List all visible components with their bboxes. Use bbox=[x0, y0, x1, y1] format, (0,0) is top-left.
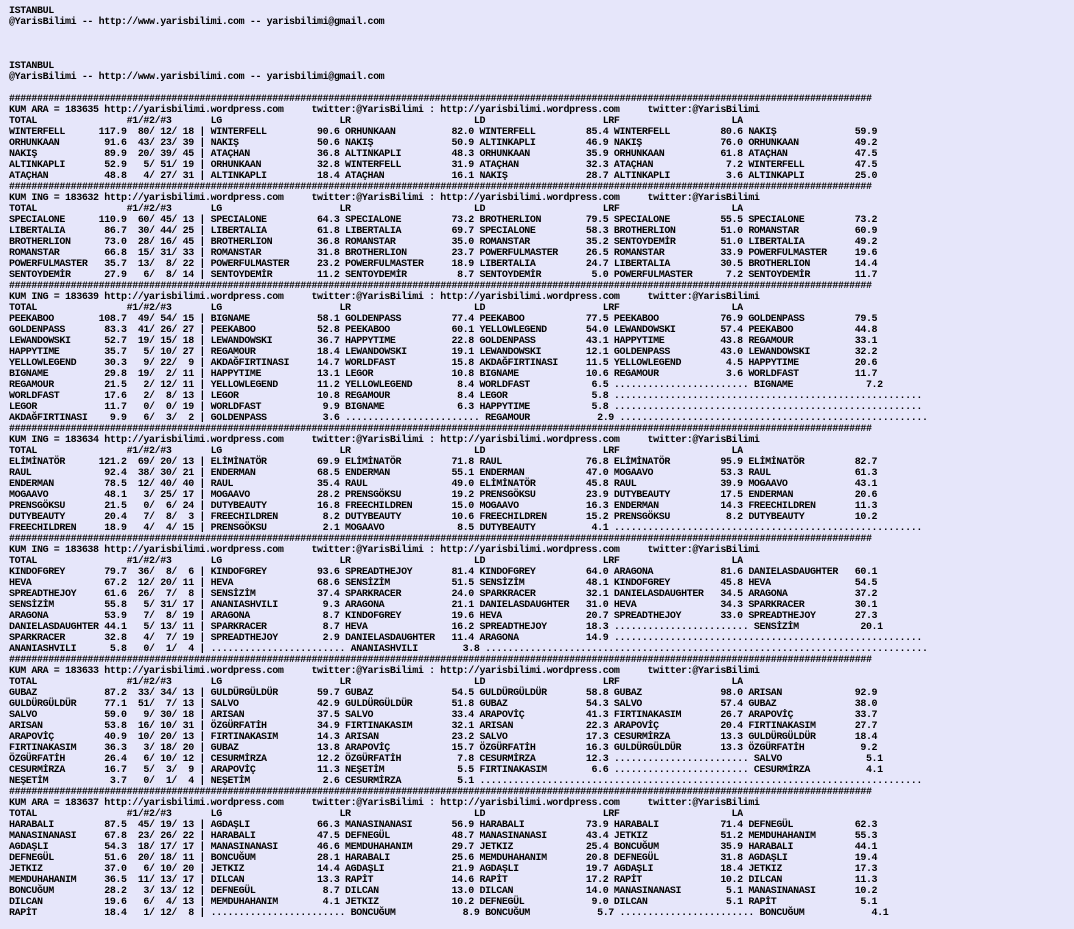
result-row: RAUL 92.4 38/ 30/ 21 | ENDERMAN 68.5 ENDERMAN 55.1 ENDERMAN 47.0 MOGAAVO 53.3 RAUL 61.3 bbox=[9, 468, 878, 479]
result-row: GUBAZ 87.2 33/ 34/ 13 | GULDÜRGÜLDÜR 59.7 GUBAZ 54.5 GULDÜRGÜLDÜR 58.8 GUBAZ 98.0 ARISAN 92.9 bbox=[9, 688, 878, 699]
blank-line bbox=[9, 50, 928, 61]
result-row: POWERFULMASTER 35.7 13/ 8/ 22 | POWERFULMASTER 23.2 POWERFULMASTER 18.9 LIBERTALIA 24.7 LIBERTALIA 30.5 BROTHERLION 14.4 bbox=[9, 259, 878, 270]
text-line: @YarisBilimi -- http://www.yarisbilimi.com -- yarisbilimi@gmail.com bbox=[9, 17, 385, 28]
result-row: WORLDFAST 17.6 2/ 8/ 13 | LEGOR 10.8 REGAMOUR 8.4 LEGOR 5.8 ....................................................... bbox=[9, 391, 922, 402]
result-row: FREECHILDREN 18.9 4/ 4/ 15 | PRENSGÖKSU 2.1 MOGAAVO 8.5 DUTYBEAUTY 4.1 ....................................................... bbox=[9, 523, 922, 534]
result-row: BIGNAME 29.8 19/ 2/ 11 | HAPPYTIME 13.1 LEGOR 10.8 BIGNAME 10.6 REGAMOUR 3.6 WORLDFAST 11.7 bbox=[9, 369, 878, 380]
result-row: DUTYBEAUTY 20.4 7/ 8/ 3 | FREECHILDREN 8.2 DUTYBEAUTY 10.6 FREECHILDREN 15.2 PRENSGÖKSU 8.2 DUTYBEAUTY 10.2 bbox=[9, 512, 878, 523]
result-row: AKDAĞFIRTINASI 9.9 6/ 3/ 2 | GOLDENPASS 3.6 ........................ REGAMOUR 2.9 ....................................................... bbox=[9, 413, 928, 424]
race-header: KUM ING = 183638 http://yarisbilimi.wordpress.com twitter:@YarisBilimi : http://yarisbilimi.wordpress.com twitter:@YarisBilimi bbox=[9, 545, 760, 556]
column-header: TOTAL #1/#2/#3 LG LR LD LRF LA bbox=[9, 303, 743, 314]
result-row: PRENSGÖKSU 21.5 0/ 6/ 24 | DUTYBEAUTY 16.8 FREECHILDREN 15.0 MOGAAVO 16.3 ENDERMAN 14.3 FREECHILDREN 11.3 bbox=[9, 501, 878, 512]
result-row: HAPPYTIME 35.7 5/ 10/ 27 | REGAMOUR 18.4 LEWANDOWSKI 19.1 LEWANDOWSKI 12.1 GOLDENPASS 43.0 LEWANDOWSKI 32.2 bbox=[9, 347, 878, 358]
result-row: SENSİZİM 55.8 5/ 31/ 17 | ANANIASHVILI 9.3 ARAGONA 21.1 DANIELASDAUGHTER 31.0 HEVA 34.3 SPARKRACER 30.1 bbox=[9, 600, 878, 611]
column-header: TOTAL #1/#2/#3 LG LR LD LRF LA bbox=[9, 116, 743, 127]
race-header: KUM ING = 183632 http://yarisbilimi.wordpress.com twitter:@YarisBilimi : http://yarisbilimi.wordpress.com twitter:@YarisBilimi bbox=[9, 193, 760, 204]
result-row: ATAÇHAN 48.8 4/ 27/ 31 | ALTINKAPLI 18.4 ATAÇHAN 16.1 NAKIŞ 28.7 ALTINKAPLI 3.6 ALTINKAPLI 25.0 bbox=[9, 171, 878, 182]
race-header: KUM ARA = 183637 http://yarisbilimi.wordpress.com twitter:@YarisBilimi : http://yarisbilimi.wordpress.com twitter:@YarisBilimi bbox=[9, 798, 760, 809]
result-row: PEEKABOO 108.7 49/ 54/ 15 | BIGNAME 58.1 GOLDENPASS 77.4 PEEKABOO 77.5 PEEKABOO 76.9 GOLDENPASS 79.5 bbox=[9, 314, 878, 325]
result-row: DEFNEGÜL 51.6 20/ 18/ 11 | BONCUĞUM 28.1 HARABALI 25.6 MEMDUHAHANIM 20.8 DEFNEGÜL 31.8 AGDAŞLI 19.4 bbox=[9, 853, 878, 864]
result-row: CESURMİRZA 16.7 5/ 3/ 9 | ARAPOVİÇ 11.3 NEŞETİM 5.5 FIRTINAKASIM 6.6 ........................ CESURMİRZA 4.1 bbox=[9, 765, 883, 776]
result-row: HARABALI 87.5 45/ 19/ 13 | AGDAŞLI 66.3 MANASINANASI 56.9 HARABALI 73.9 HARABALI 71.4 DEFNEGÜL 62.3 bbox=[9, 820, 878, 831]
separator-line: ########################################################################################################################################################## bbox=[9, 281, 872, 292]
result-row: SPREADTHEJOY 61.6 26/ 7/ 8 | SENSİZİM 37.4 SPARKRACER 24.0 SPARKRACER 32.1 DANIELASDAUGHTER 34.5 ARAGONA 37.2 bbox=[9, 589, 878, 600]
result-row: ALTINKAPLI 52.9 5/ 51/ 19 | ORHUNKAAN 32.8 WINTERFELL 31.9 ATAÇHAN 32.3 ATAÇHAN 7.2 WINTERFELL 47.5 bbox=[9, 160, 878, 171]
result-row: ORHUNKAAN 91.6 43/ 23/ 39 | NAKIŞ 50.6 NAKIŞ 50.9 ALTINKAPLI 46.9 NAKIŞ 76.0 ORHUNKAAN 49.2 bbox=[9, 138, 878, 149]
result-row: SPECIALONE 110.9 60/ 45/ 13 | SPECIALONE 64.3 SPECIALONE 73.2 BROTHERLION 79.5 SPECIALONE 55.5 SPECIALONE 73.2 bbox=[9, 215, 878, 226]
result-row: ARAPOVİÇ 40.9 10/ 20/ 13 | FIRTINAKASIM 14.3 ARISAN 23.2 SALVO 17.3 CESURMİRZA 13.3 GULDÜRGÜLDÜR 18.4 bbox=[9, 732, 878, 743]
separator-line: ########################################################################################################################################################## bbox=[9, 424, 872, 435]
result-row: REGAMOUR 21.5 2/ 12/ 11 | YELLOWLEGEND 11.2 YELLOWLEGEND 8.4 WORLDFAST 6.5 ........................ BIGNAME 7.2 bbox=[9, 380, 883, 391]
column-header: TOTAL #1/#2/#3 LG LR LD LRF LA bbox=[9, 556, 743, 567]
result-row: YELLOWLEGEND 30.3 9/ 22/ 9 | AKDAĞFIRTINASI 14.7 WORLDFAST 15.8 AKDAĞFIRTINASI 11.5 YELLOWLEGEND 4.5 HAPPYTIME 20.6 bbox=[9, 358, 878, 369]
column-header: TOTAL #1/#2/#3 LG LR LD LRF LA bbox=[9, 446, 743, 457]
result-row: ARAGONA 53.9 7/ 8/ 19 | ARAGONA 8.7 KINDOFGREY 19.6 HEVA 20.7 SPREADTHEJOY 33.0 SPREADTHEJOY 27.3 bbox=[9, 611, 878, 622]
race-header: KUM ING = 183634 http://yarisbilimi.wordpress.com twitter:@YarisBilimi : http://yarisbilimi.wordpress.com twitter:@YarisBilimi bbox=[9, 435, 760, 446]
result-row: SENTOYDEMİR 27.9 6/ 8/ 14 | SENTOYDEMİR 11.2 SENTOYDEMİR 8.7 SENTOYDEMİR 5.0 POWERFULMASTER 7.2 SENTOYDEMİR 11.7 bbox=[9, 270, 878, 281]
race-header: KUM ING = 183639 http://yarisbilimi.wordpress.com twitter:@YarisBilimi : http://yarisbilimi.wordpress.com twitter:@YarisBilimi bbox=[9, 292, 760, 303]
result-row: BONCUĞUM 28.2 3/ 13/ 12 | DEFNEGÜL 8.7 DILCAN 13.0 DILCAN 14.0 MANASINANASI 5.1 MANASINANASI 10.2 bbox=[9, 886, 878, 897]
result-row: GOLDENPASS 83.3 41/ 26/ 27 | PEEKABOO 52.8 PEEKABOO 60.1 YELLOWLEGEND 54.0 LEWANDOWSKI 57.4 PEEKABOO 44.8 bbox=[9, 325, 878, 336]
result-row: ÖZGÜRFATİH 26.4 6/ 10/ 12 | CESURMİRZA 12.2 ÖZGÜRFATİH 7.8 CESURMİRZA 12.3 ........................ SALVO 5.1 bbox=[9, 754, 883, 765]
result-row: HEVA 67.2 12/ 20/ 11 | HEVA 68.6 SENSİZİM 51.5 SENSİZİM 48.1 KINDOFGREY 45.8 HEVA 54.5 bbox=[9, 578, 878, 589]
result-row: NAKIŞ 89.9 20/ 39/ 45 | ATAÇHAN 36.8 ALTINKAPLI 48.3 ORHUNKAAN 35.9 ORHUNKAAN 61.8 ATAÇHAN 47.5 bbox=[9, 149, 878, 160]
result-row: KINDOFGREY 79.7 36/ 8/ 6 | KINDOFGREY 93.6 SPREADTHEJOY 81.4 KINDOFGREY 64.0 ARAGONA 81.6 DANIELASDAUGHTER 60.1 bbox=[9, 567, 878, 578]
text-line: ISTANBUL bbox=[9, 61, 54, 72]
separator-line: ########################################################################################################################################################## bbox=[9, 182, 872, 193]
separator-line: ########################################################################################################################################################## bbox=[9, 534, 872, 545]
result-row: GULDÜRGÜLDÜR 77.1 51/ 7/ 13 | SALVO 42.9 GULDÜRGÜLDÜR 51.8 GUBAZ 54.3 SALVO 57.4 GUBAZ 38.0 bbox=[9, 699, 878, 710]
result-row: ARISAN 53.8 16/ 10/ 31 | ÖZGÜRFATİH 34.9 FIRTINAKASIM 32.1 ARISAN 22.3 ARAPOVİÇ 20.4 FIRTINAKASIM 27.7 bbox=[9, 721, 878, 732]
result-row: DILCAN 19.6 6/ 4/ 13 | MEMDUHAHANIM 4.1 JETKIZ 10.2 DEFNEGÜL 9.0 DILCAN 5.1 RAPİT 5.1 bbox=[9, 897, 878, 908]
result-row: DANIELASDAUGHTER 44.1 5/ 13/ 11 | SPARKRACER 8.7 HEVA 16.2 SPREADTHEJOY 18.3 ........................ SENSİZİM 20.1 bbox=[9, 622, 883, 633]
result-row: MANASINANASI 67.8 23/ 26/ 22 | HARABALI 47.5 DEFNEGÜL 48.7 MANASINANASI 43.4 JETKIZ 51.2 MEMDUHAHANIM 55.3 bbox=[9, 831, 878, 842]
race-header: KUM ARA = 183635 http://yarisbilimi.wordpress.com twitter:@YarisBilimi : http://yarisbilimi.wordpress.com twitter:@YarisBilimi bbox=[9, 105, 760, 116]
result-row: BROTHERLION 73.0 28/ 16/ 45 | BROTHERLION 36.8 ROMANSTAR 35.0 ROMANSTAR 35.2 SENTOYDEMİR 51.0 LIBERTALIA 49.2 bbox=[9, 237, 878, 248]
blank-line bbox=[9, 39, 928, 50]
column-header: TOTAL #1/#2/#3 LG LR LD LRF LA bbox=[9, 809, 743, 820]
result-row: FIRTINAKASIM 36.3 3/ 18/ 20 | GUBAZ 13.8 ARAPOVİÇ 15.7 ÖZGÜRFATİH 16.3 GULDÜRGÜLDÜR 13.3 ÖZGÜRFATİH 9.2 bbox=[9, 743, 878, 754]
result-row: NEŞETİM 3.7 0/ 1/ 4 | NEŞETİM 2.6 CESURMİRZA 5.1 ............................................................................... bbox=[9, 776, 922, 787]
result-row: ANANIASHVILI 5.8 0/ 1/ 4 | ........................ ANANIASHVILI 3.8 ............................................................................... bbox=[9, 644, 928, 655]
result-row: JETKIZ 37.0 6/ 10/ 20 | JETKIZ 14.4 AGDAŞLI 21.9 AGDAŞLI 19.7 AGDAŞLI 18.4 JETKIZ 17.3 bbox=[9, 864, 878, 875]
column-header: TOTAL #1/#2/#3 LG LR LD LRF LA bbox=[9, 677, 743, 688]
column-header: TOTAL #1/#2/#3 LG LR LD LRF LA bbox=[9, 204, 743, 215]
result-row: ELİMİNATÖR 121.2 69/ 20/ 13 | ELİMİNATÖR 69.9 ELİMİNATÖR 71.8 RAUL 76.8 ELİMİNATÖR 95.9 ELİMİNATÖR 82.7 bbox=[9, 457, 878, 468]
race-header: KUM ARA = 183633 http://yarisbilimi.wordpress.com twitter:@YarisBilimi : http://yarisbilimi.wordpress.com twitter:@YarisBilimi bbox=[9, 666, 760, 677]
result-row: WINTERFELL 117.9 80/ 12/ 18 | WINTERFELL 90.6 ORHUNKAAN 82.0 WINTERFELL 85.4 WINTERFELL 80.6 NAKIŞ 59.9 bbox=[9, 127, 878, 138]
race-results-document bbox=[9, 6, 928, 919]
result-row: LEGOR 11.7 0/ 0/ 19 | WORLDFAST 9.9 BIGNAME 6.3 HAPPYTIME 5.8 ....................................................... bbox=[9, 402, 922, 413]
blank-line bbox=[9, 83, 928, 94]
result-row: SALVO 59.0 9/ 30/ 18 | ARISAN 37.5 SALVO 33.4 ARAPOVİÇ 41.3 FIRTINAKASIM 26.7 ARAPOVİÇ 33.7 bbox=[9, 710, 878, 721]
separator-line: ########################################################################################################################################################## bbox=[9, 655, 872, 666]
separator-line: ########################################################################################################################################################## bbox=[9, 94, 872, 105]
separator-line: ########################################################################################################################################################## bbox=[9, 787, 872, 798]
text-line: @YarisBilimi -- http://www.yarisbilimi.com -- yarisbilimi@gmail.com bbox=[9, 72, 385, 83]
result-row: LIBERTALIA 86.7 30/ 44/ 25 | LIBERTALIA 61.8 LIBERTALIA 69.7 SPECIALONE 58.3 BROTHERLION 51.0 ROMANSTAR 60.9 bbox=[9, 226, 878, 237]
result-row: ENDERMAN 78.5 12/ 40/ 40 | RAUL 35.4 RAUL 49.0 ELİMİNATÖR 45.8 RAUL 39.9 MOGAAVO 43.1 bbox=[9, 479, 878, 490]
result-row: MOGAAVO 48.1 3/ 25/ 17 | MOGAAVO 28.2 PRENSGÖKSU 19.2 PRENSGÖKSU 23.9 DUTYBEAUTY 17.5 ENDERMAN 20.6 bbox=[9, 490, 878, 501]
result-row: LEWANDOWSKI 52.7 19/ 15/ 18 | LEWANDOWSKI 36.7 HAPPYTIME 22.8 GOLDENPASS 43.1 HAPPYTIME 43.8 REGAMOUR 33.1 bbox=[9, 336, 878, 347]
result-row: ROMANSTAR 66.8 15/ 31/ 33 | ROMANSTAR 31.8 BROTHERLION 23.7 POWERFULMASTER 26.5 ROMANSTAR 33.9 POWERFULMASTER 19.6 bbox=[9, 248, 878, 259]
text-line: ISTANBUL bbox=[9, 6, 54, 17]
result-row: MEMDUHAHANIM 36.5 11/ 13/ 17 | DILCAN 13.3 RAPİT 14.6 RAPİT 17.2 RAPİT 10.2 DILCAN 11.3 bbox=[9, 875, 878, 886]
result-row: RAPİT 18.4 1/ 12/ 8 | ........................ BONCUĞUM 8.9 BONCUĞUM 5.7 ........................ BONCUĞUM 4.1 bbox=[9, 908, 889, 919]
blank-line bbox=[9, 28, 928, 39]
result-row: AGDAŞLI 54.3 18/ 17/ 17 | MANASINANASI 46.6 MEMDUHAHANIM 29.7 JETKIZ 25.4 BONCUĞUM 35.9 HARABALI 44.1 bbox=[9, 842, 878, 853]
result-row: SPARKRACER 32.8 4/ 7/ 19 | SPREADTHEJOY 2.9 DANIELASDAUGHTER 11.4 ARAGONA 14.9 ....................................................... bbox=[9, 633, 922, 644]
